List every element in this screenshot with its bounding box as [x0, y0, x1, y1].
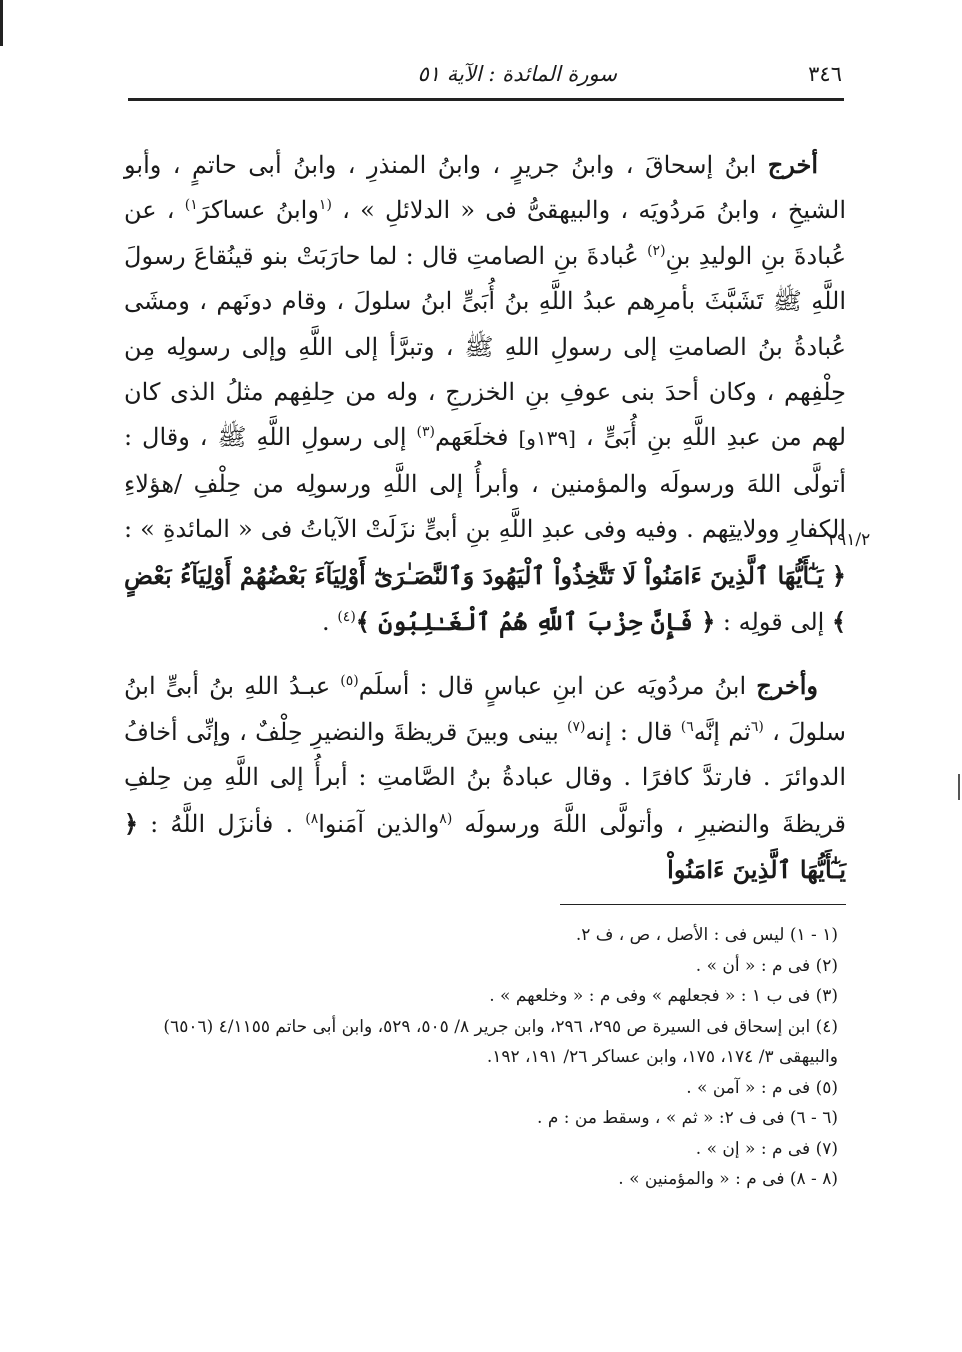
footnotes — [124, 920, 838, 1195]
text-run: عُبادةَ بنِ الصامتِ قال : لما حارَبَتْ بنو قينُقاعَ رسولَ اللَّهِ ﷺ تَشَبَّثَ بأمرِهم عبدُ اللَّهِ بنُ أُبَىٍّ ابنُ سلولَ ، وقام دونَهم ، ومشَى عُبادةُ بنُ الصامتِ إلى رسولِ اللهِ ﷺ ، وتبرَّأ إلى اللَّهِ وإلى رسولِه مِن حِلْفِهم ، وكان أحدَ بنى عوفِ بنِ الخزرجِ ، وله من حِلفِهم مثلُ الذى كان لهم من عبدِ اللَّهِ بنِ أُبَىٍّ ، — [124, 241, 847, 452]
text-run: ، عن عُبادةَ بنِ الوليدِ بنِ — [124, 196, 847, 270]
text-run: إلى قولِه : — [715, 608, 832, 637]
manuscript-folio: [١٣٩و] — [518, 426, 576, 451]
scan-speck — [958, 774, 960, 800]
text-run: والذين آمَنوا — [318, 809, 440, 838]
footnote-1: (١ - ١) ليس فى : الأصل ، ص ، ف ٢. — [575, 925, 838, 945]
quran-quote: ﴿ يَـٰٓأَيُّهَا ٱلَّذِينَ ءَامَنُواْ — [124, 808, 846, 885]
footnote-7: (٧) فى م : « إن » . — [695, 1138, 838, 1159]
footnote-marker: ١) — [184, 197, 198, 214]
page-header — [128, 58, 842, 98]
footnote-marker: (٧) — [567, 718, 586, 735]
footnote-5: (٥) فى م : « آمن » . — [686, 1077, 838, 1098]
main-text — [124, 142, 846, 912]
paragraph-body — [124, 151, 846, 636]
footnote-marker: ٨) — [305, 810, 319, 827]
text-run: عبـدُ اللهِ بنُ أبىٍّ ابنُ سلولَ ، — [124, 672, 846, 746]
footnote-rule — [560, 904, 846, 905]
header-rule — [128, 98, 844, 101]
quran-quote: ﴿ فَإِنَّ حِزْبَ ٱللَّهِ هُمُ ٱلْغَـٰلِبُونَ ﴾ — [355, 607, 716, 637]
footnote-marker: (٣) — [416, 424, 435, 441]
footnote-marker: (١ — [318, 197, 332, 214]
text-run: . — [322, 608, 338, 637]
text-run: بينى وبينَ قريظةَ والنضيرِ حِلْفٌ ، وإنِّى أخافُ الدوائرَ . فارتدَّ كافرًا . وقال عبادةُ بنُ الصَّامتِ : أبرأُ إلى اللَّهِ مِن حِلفِ قريظةَ والنضيرِ ، وأتولَّى اللَّهَ ورسولَه — [124, 717, 847, 838]
text-run: وابنُ عساكرَ — [197, 196, 319, 225]
text-run: قال : إنه — [585, 717, 681, 746]
paragraph-body — [124, 672, 846, 884]
scan-edge-mark — [0, 0, 3, 46]
text-run: إلى رسولِ اللَّهِ ﷺ ، وقال : أتولَّى اللهَ ورسولَه والمؤمنين ، وأبرأُ إلى اللَّهِ ورسولِه من حِلْفِ /هؤلاءِ الكفارِ وولايتِهم . وفيه وفى عبدِ اللَّهِ بنِ أبىٍّ نزَلَتْ الآياتُ فى « المائدةِ » : — [124, 423, 846, 544]
paragraph-1 — [124, 142, 846, 645]
footnote-marker: (٤) — [337, 609, 356, 626]
page-number: ٣٤٦ — [808, 62, 842, 86]
quran-quote: ﴿ يَـٰٓأَيُّهَا ٱلَّذِينَ ءَامَنُواْ لَا تَتَّخِذُواْ ٱلْيَهُودَ وَٱلنَّصَـٰرَىٰٓ أَوْلِيَآءَ بَعْضُهُمْ أَوْلِيَآءُ بَعْضٍ ﴾ — [124, 560, 846, 637]
footnote-6: (٦ - ٦) فى ف ٢: « ثم » ، وسقط من : م . — [537, 1108, 838, 1128]
text-run: ثم إنَّه — [693, 717, 751, 746]
footnote-marker: (٨ — [439, 810, 453, 827]
footnote-marker: (٢) — [647, 242, 666, 259]
footnote-2: (٢) فى م : « أن » . — [695, 955, 838, 976]
running-title: سورة المائدة : الآية ٥١ — [417, 62, 617, 86]
footnote-marker: (٦ — [750, 718, 764, 735]
footnote-4: (٤) ابن إسحاق فى السيرة ص ٢٩٥، ٢٩٦، وابن جرير ٨/ ٥٠٥، ٥٢٩، وابن أبى حاتم ٤/١١٥٥ (٦٥٠٦) والبيهقى ٣/ ١٧٤، ١٧٥، وابن عساكر ٢٦/ ١٩١، ١٩٢. — [163, 1016, 838, 1067]
margin-reference: ٢٩١/٢ — [828, 530, 871, 550]
footnote-3: (٣) فى ب ١ : « فجعلهم » وفى م : « وخلعهم » . — [489, 986, 838, 1006]
paragraph-lead: أخرج — [767, 150, 818, 179]
footnote-8: (٨ - ٨) فى م : « والمؤمنين » . — [618, 1169, 838, 1189]
text-run: ابنُ مردُويَه عن ابنِ عباسٍ قال : أسلَم — [358, 672, 757, 701]
text-run: فخلَعَهم — [434, 423, 519, 452]
paragraph-lead: وأخرج — [756, 671, 819, 701]
text-run: ابنُ إسحاقَ ، وابنُ جريرٍ ، وابنُ المنذرِ ، وابنُ أبى حاتمٍ ، وأبو الشيخِ ، وابنُ مَردُويَه ، والبيهقىُّ فى « الدلائلِ » ، — [124, 151, 847, 225]
footnote-marker: (٥) — [340, 673, 359, 690]
footnote-marker: ٦) — [680, 718, 694, 735]
paragraph-2 — [124, 663, 846, 893]
text-run: . فأنزَل اللَّهُ : — [138, 809, 306, 838]
